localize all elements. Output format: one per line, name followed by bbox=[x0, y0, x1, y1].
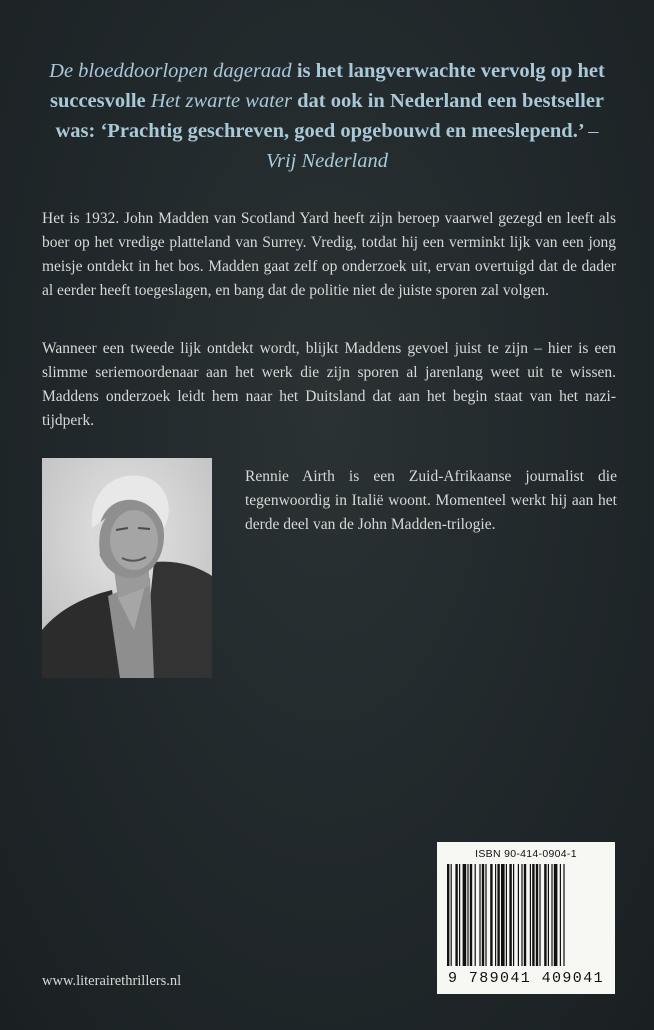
synopsis-paragraph-2: Wanneer een tweede lijk ontdekt wordt, blijkt Maddens gevoel juist te zijn – hier is een slimme seriemoordenaar aan het werk die zijn sporen al jarenlang weet uit te wissen. Maddens onderzoek leidt hem naar het Duitsland dat aan het begin staat van het nazi-tijdperk. bbox=[42, 340, 616, 429]
blurb-source: – Vrij Nederland bbox=[265, 120, 599, 172]
synopsis-paragraph-1: Het is 1932. John Madden van Scotland Yard heeft zijn beroep vaarwel gezegd en leeft als boer op het vredige platteland van Surrey. Vredig, totdat hij een verminkt lijk van een jong meisje ontdekt in het bos. Madden gaat zelf op onderzoek uit, ervan overtuigd dat de dader al eerder heeft toegeslagen, en bang dat de politie niet de juiste sporen zal volgen. bbox=[42, 210, 616, 299]
isbn-text: ISBN 90-414-0904-1 bbox=[475, 848, 577, 860]
book-title-1: De bloeddoorlopen dageraad bbox=[49, 60, 292, 82]
author-bio: Rennie Airth is een Zuid-Afrikaanse journalist die tegenwoordig in Italië woont. Momenteel werkt hij aan het derde deel van de John Madden-trilogie. bbox=[245, 468, 617, 533]
book-title-2: Het zwarte water bbox=[150, 90, 292, 112]
blurb-text-1: is het langverwachte vervolg op het succesvolle bbox=[49, 60, 605, 112]
barcode-digits: 9 789041 409041 bbox=[447, 970, 605, 987]
blurb bbox=[40, 56, 614, 176]
author-photo bbox=[42, 458, 212, 678]
website-url: www.literairethrillers.nl bbox=[42, 973, 182, 989]
barcode-label bbox=[437, 842, 615, 994]
blurb-text-2: dat ook in Nederland een bestseller was: ‘Prachtig geschreven, goed opgebouwd en meeslepend.’ bbox=[55, 90, 605, 142]
barcode-bars bbox=[447, 864, 605, 968]
